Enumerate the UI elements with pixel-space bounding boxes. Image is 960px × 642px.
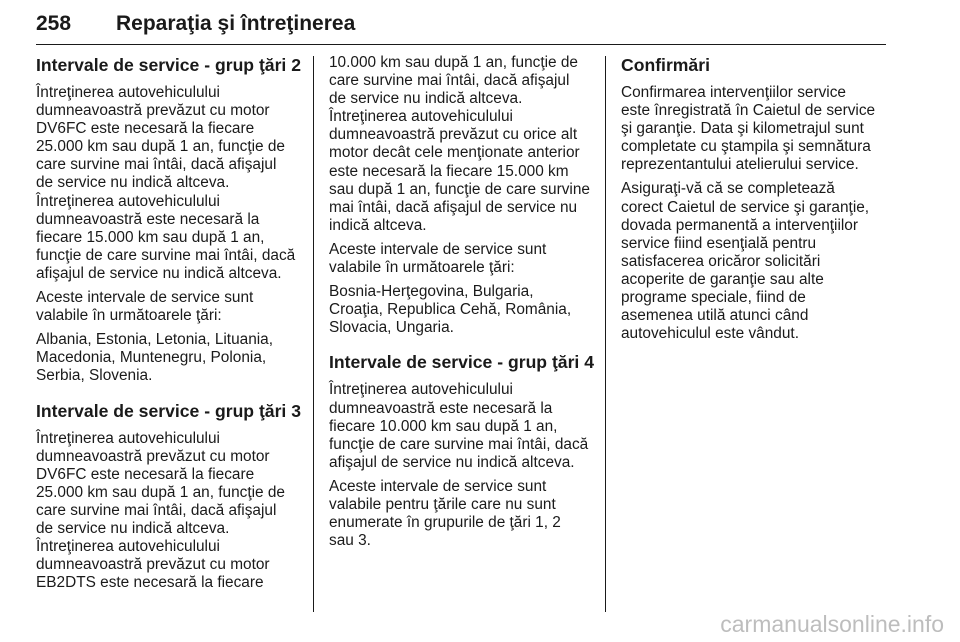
text-line: Asiguraţi-vă că se completează [621,180,835,198]
text-line: programe speciale, fiind de [621,289,806,307]
text-line: Aceste intervale de service sunt [329,477,547,495]
text-line: motor decât cele menţionate anterior [329,144,580,162]
text-line: funcţie de care survine mai întâi, dacă [36,246,296,264]
text-line: afişajul de service nu indică altceva. [36,264,282,282]
paragraph [621,180,889,343]
text-line: dumneavoastră prevăzut cu motor [36,556,270,574]
text-line: Confirmarea intervenţiilor service [621,84,846,101]
column-divider [313,56,314,612]
section-heading: Intervale de service - grup ţări 2 [36,55,301,75]
text-line: Macedonia, Muntenegru, Polonia, [36,349,267,367]
column-1 [36,54,304,598]
text-line: funcţie de care survine mai întâi, dacă [329,435,589,453]
paragraph [36,193,304,283]
text-line: reprezentantului atelierului service. [621,156,859,174]
text-line: mai întâi, dacă afişajul de service nu [329,198,578,216]
text-line: Întreţinerea autovehiculului [36,84,220,101]
text-line: dumneavoastră este necesară la [36,210,260,228]
text-line: care survine mai întâi, dacă afişajul [36,501,277,519]
section-gap [329,343,597,351]
paragraph [621,84,889,174]
text-line: Serbia, Slovenia. [36,367,153,385]
text-line: dumneavoastră prevăzut cu motor [36,447,270,465]
paragraph [329,108,597,235]
text-line: Aceste intervale de service sunt [329,240,547,258]
paragraph [329,478,597,550]
paragraph [36,289,304,325]
text-line: este necesară la fiecare 15.000 km [329,162,569,180]
text-line: dumneavoastră prevăzut cu motor [36,102,270,120]
text-line: Albania, Estonia, Letonia, Lituania, [36,331,274,349]
text-line: fiecare 15.000 km sau după 1 an, [36,228,265,246]
watermark: carmanualsonline.info [720,611,944,637]
text-line: completate cu ştampila şi semnătura [621,138,871,156]
paragraph [329,381,597,471]
text-line: 25.000 km sau după 1 an, funcţie de [36,483,285,501]
text-line: Slovacia, Ungaria. [329,319,454,337]
text-line: şi garanţie. Data şi kilometrajul sunt [621,120,864,138]
section-heading: Intervale de service - grup ţări 3 [36,400,301,421]
text-line: 10.000 km sau după 1 an, funcţie de [329,54,578,71]
paragraph [36,331,304,385]
text-line: sau 3. [329,532,371,550]
text-line: dumneavoastră prevăzut cu orice alt [329,126,578,144]
text-line: afişajul de service nu indică altceva. [329,453,575,471]
text-line: DV6FC este necesară la fiecare [36,465,255,483]
column-2 [329,54,597,556]
text-line: care survine mai întâi, dacă afişajul [36,156,277,174]
paragraph [329,54,597,108]
text-line: valabile în următoarele ţări: [329,259,515,277]
text-line: DV6FC este necesară la fiecare [36,120,255,138]
text-line: de service nu indică altceva. [329,90,523,108]
text-line: de service nu indică altceva. [36,519,230,537]
section-heading: Confirmări [621,55,710,75]
paragraph [329,283,597,337]
text-line: de service nu indică altceva. [36,174,230,192]
text-line: Bosnia-Herţegovina, Bulgaria, [329,283,534,301]
paragraph [329,241,597,277]
text-line: asemenea utilă atunci când [621,307,809,325]
text-line: autovehiculul este vândut. [621,325,799,343]
text-line: Întreţinerea autovehiculului [36,538,220,556]
column-3 [621,54,889,349]
text-line: dovada permanentă a intervenţiilor [621,216,858,234]
text-line: acoperite de garanţie sau alte [621,270,824,288]
text-line: 25.000 km sau după 1 an, funcţie de [36,138,285,156]
text-line: EB2DTS este necesară la fiecare [36,574,264,592]
running-title: Reparaţia şi întreţinerea [116,12,356,35]
text-line: Croaţia, Republica Cehă, România, [329,301,572,319]
text-line: sau după 1 an, funcţie de care survine [329,180,590,198]
section-gap [36,392,304,400]
paragraph [36,430,304,539]
text-line: Întreţinerea autovehiculului [36,429,220,447]
text-line: corect Caietul de service şi garanţie, [621,198,870,216]
text-line: Întreţinerea autovehiculului [329,381,513,399]
text-line: indică altceva. [329,216,427,234]
page-number: 258 [36,12,72,35]
page-header [36,6,886,45]
text-line: valabile pentru ţările care nu sunt [329,495,556,513]
text-line: fiecare 10.000 km sau după 1 an, [329,417,558,435]
paragraph [36,84,304,193]
text-line: care survine mai întâi, dacă afişajul [329,72,570,90]
column-divider [605,56,606,612]
section-heading: Intervale de service - grup ţări 4 [329,352,594,373]
text-line: satisfacerea oricăror solicitări [621,252,821,270]
text-line: service fiind esenţială pentru [621,234,817,252]
text-line: este înregistrată în Caietul de service [621,102,876,120]
text-line: Întreţinerea autovehiculului [329,108,513,126]
text-line: Întreţinerea autovehiculului [36,192,220,210]
text-line: valabile în următoarele ţări: [36,307,222,325]
text-line: enumerate în grupurile de ţări 1, 2 [329,514,561,532]
text-line: Aceste intervale de service sunt [36,289,254,307]
paragraph [36,538,304,592]
text-line: dumneavoastră este necesară la [329,399,553,417]
